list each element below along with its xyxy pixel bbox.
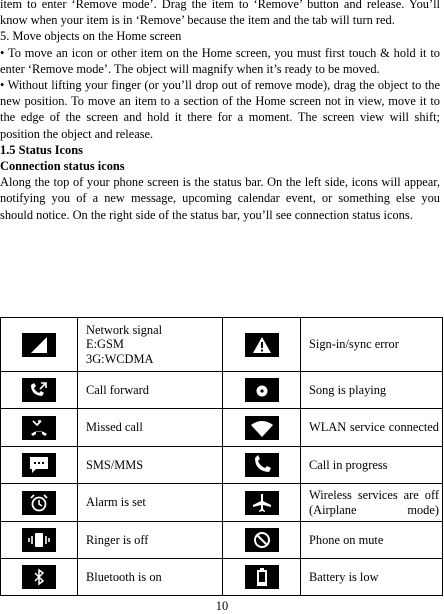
table-row bbox=[1, 318, 443, 372]
paragraph-drag-object: • Without lifting your finger (or you’ll drop out of remove mode), drag the object to the new position. To move an item to a section of the Home screen not in view, move it to the edge of the screen and hold it there for a moment. The screen view will shift; position the object and release. bbox=[0, 78, 440, 141]
call-forward-icon bbox=[22, 378, 56, 402]
signal-icon bbox=[22, 333, 56, 357]
bluetooth-icon bbox=[22, 565, 56, 589]
sync-error-icon bbox=[245, 333, 279, 357]
table-row bbox=[1, 522, 443, 559]
table-row bbox=[1, 559, 443, 596]
section-heading: 1.5 Status Icons bbox=[0, 142, 83, 157]
call-progress-icon bbox=[245, 453, 279, 477]
table-cell-label: Call in progress bbox=[309, 457, 388, 472]
status-icons-table bbox=[0, 317, 443, 596]
wlan-icon bbox=[245, 416, 279, 440]
sms-icon bbox=[22, 453, 56, 477]
table-cell-label: SMS/MMS bbox=[86, 457, 144, 472]
paragraph-move-objects-title: 5. Move objects on the Home screen bbox=[0, 29, 182, 44]
paragraph-status-bar: Along the top of your phone screen is the status bar. On the left side, icons will appear, notifying you of a new message, upcoming calendar event, or something else you should notice. On the right side of the status bar, you’ll see connection status icons. bbox=[0, 175, 440, 222]
missed-call-icon bbox=[22, 416, 56, 440]
table-row bbox=[1, 484, 443, 522]
paragraph-remove-mode: item to enter ‘Remove mode’. Drag the item to ‘Remove’ button and release. You’ll know when your item is in ‘Remove’ because the item and the tab will turn red. bbox=[0, 0, 440, 28]
table-cell-label: Missed call bbox=[86, 420, 143, 435]
table-cell-label: Song is playing bbox=[309, 382, 387, 397]
table-cell-label: WLAN service connected bbox=[309, 420, 439, 435]
table-row bbox=[1, 447, 443, 484]
table-row bbox=[1, 409, 443, 447]
paragraph-move-icon: • To move an icon or other item on the Home screen, you must first touch & hold it to enter ‘Remove mode’. The object will magnify when it’s ready to be moved. bbox=[0, 45, 440, 76]
phone-mute-icon bbox=[245, 528, 279, 552]
table-cell-label: Call forward bbox=[86, 382, 149, 397]
table-row bbox=[1, 372, 443, 409]
song-playing-icon bbox=[245, 378, 279, 402]
alarm-icon bbox=[22, 491, 56, 515]
page-number: 10 bbox=[215, 599, 229, 613]
table-cell-label: Bluetooth is on bbox=[86, 569, 162, 584]
airplane-icon bbox=[245, 491, 279, 515]
table-cell-label: Network signal E:GSM 3G:WCDMA bbox=[86, 322, 163, 366]
subsection-heading: Connection status icons bbox=[0, 159, 125, 174]
battery-low-icon bbox=[245, 565, 279, 589]
table-cell-label: Alarm is set bbox=[86, 495, 146, 510]
table-cell-label: Wireless services are off (Airplane mode) bbox=[309, 488, 439, 517]
table-cell-label: Battery is low bbox=[309, 569, 379, 584]
table-cell-label: Ringer is off bbox=[86, 532, 149, 547]
ringer-off-icon bbox=[22, 528, 56, 552]
table-cell-label: Phone on mute bbox=[309, 532, 384, 547]
body-text bbox=[0, 0, 440, 223]
table-cell-label: Sign-in/sync error bbox=[309, 337, 399, 352]
